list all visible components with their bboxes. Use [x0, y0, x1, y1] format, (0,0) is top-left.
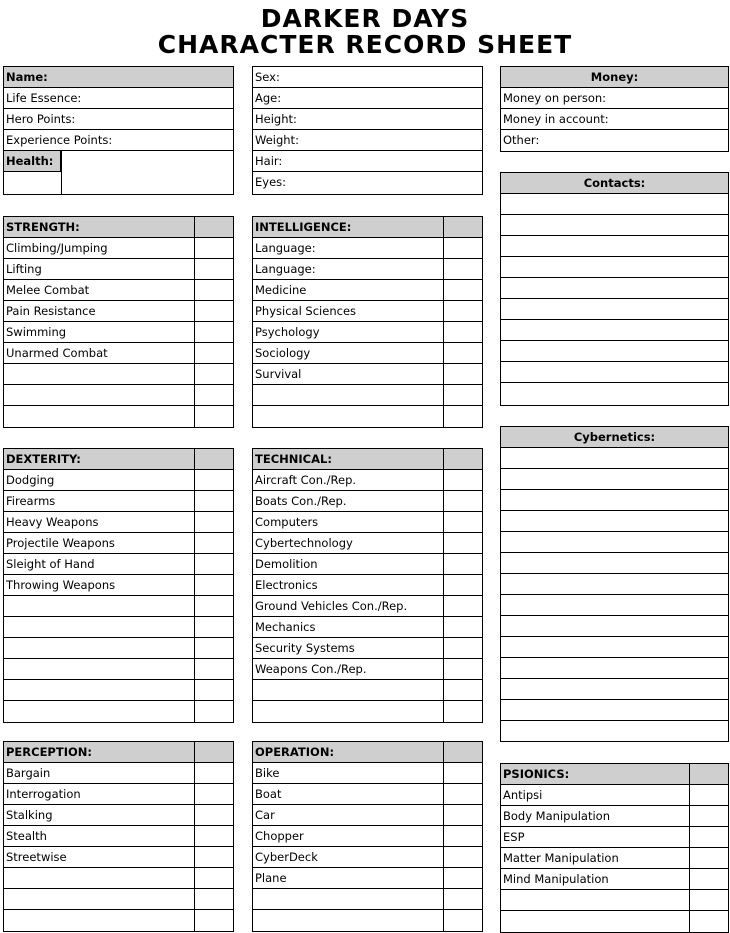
- operation-skill-label: Chopper: [255, 829, 304, 843]
- operation-skill-row[interactable]: [253, 784, 482, 805]
- dexterity-skill-row[interactable]: [4, 596, 233, 617]
- psionics-skill-row[interactable]: [501, 785, 728, 806]
- perception-skill-label: Stalking: [6, 808, 53, 822]
- money-on-person-field[interactable]: Money on person:: [501, 88, 728, 109]
- strength-skill-label: Swimming: [6, 325, 67, 339]
- operation-skill-label: Plane: [255, 871, 287, 885]
- technical-skill-label: Electronics: [255, 578, 318, 592]
- operation-value-divider: [443, 742, 444, 931]
- intelligence-value-divider: [443, 217, 444, 427]
- psionics-skill-row[interactable]: [501, 827, 728, 848]
- technical-skill-label: Cybertechnology: [255, 536, 353, 550]
- intelligence-skill-row[interactable]: [253, 238, 482, 259]
- psionics-skill-row[interactable]: [501, 848, 728, 869]
- perception-skill-row[interactable]: [4, 763, 233, 784]
- dexterity-skill-label: Firearms: [6, 494, 56, 508]
- psionics-skill-label: Antipsi: [503, 788, 543, 802]
- strength-skill-label: Pain Resistance: [6, 304, 96, 318]
- money-other-field[interactable]: Other:: [503, 133, 540, 147]
- hero-points-field[interactable]: Hero Points:: [4, 109, 233, 130]
- cybernetics-row[interactable]: [501, 511, 728, 532]
- technical-skill-row[interactable]: [253, 596, 482, 617]
- technical-skill-row[interactable]: [253, 617, 482, 638]
- intelligence-skill-row[interactable]: [253, 364, 482, 385]
- perception-header-value-cell: [195, 742, 233, 763]
- operation-skill-label: Boat: [255, 787, 282, 801]
- contacts-header: Contacts:: [501, 173, 728, 194]
- dexterity-skill-row[interactable]: [4, 554, 233, 575]
- perception-skill-label: Streetwise: [6, 850, 67, 864]
- dexterity-skill-label: Heavy Weapons: [6, 515, 99, 529]
- name-field[interactable]: Name:: [4, 67, 233, 88]
- hair-field[interactable]: Hair:: [253, 151, 482, 172]
- technical-skill-label: Weapons Con./Rep.: [255, 662, 367, 676]
- weight-field[interactable]: Weight:: [253, 130, 482, 151]
- cybernetics-header: Cybernetics:: [501, 427, 728, 448]
- contact-row[interactable]: [501, 362, 728, 383]
- money-in-account-field[interactable]: Money in account:: [501, 109, 728, 130]
- perception-skill-row[interactable]: [4, 847, 233, 868]
- cybernetics-row[interactable]: [501, 658, 728, 679]
- dexterity-value-divider: [194, 449, 195, 722]
- dexterity-skill-row[interactable]: [4, 491, 233, 512]
- height-field[interactable]: Height:: [253, 109, 482, 130]
- technical-skill-label: Mechanics: [255, 620, 316, 634]
- intelligence-skill-label: Physical Sciences: [255, 304, 357, 318]
- technical-skill-row[interactable]: [253, 533, 482, 554]
- technical-skill-label: Boats Con./Rep.: [255, 494, 347, 508]
- contact-row[interactable]: [501, 278, 728, 299]
- intelligence-skill-row[interactable]: [253, 343, 482, 364]
- sheet-title-line1: DARKER DAYS: [260, 4, 470, 33]
- intelligence-skill-label: Language:: [255, 241, 316, 255]
- operation-skill-row[interactable]: [253, 910, 482, 931]
- technical-skill-row[interactable]: [253, 638, 482, 659]
- technical-skill-row[interactable]: [253, 680, 482, 701]
- contact-row[interactable]: [501, 215, 728, 236]
- dexterity-skill-row[interactable]: [4, 659, 233, 680]
- money-box: [500, 66, 729, 152]
- psionics-table: [500, 763, 729, 933]
- psionics-skill-label: Mind Manipulation: [503, 872, 609, 886]
- cybernetics-box: [500, 426, 729, 742]
- contact-row[interactable]: [501, 194, 728, 215]
- psionics-skill-row[interactable]: [501, 911, 728, 932]
- technical-header: TECHNICAL:: [253, 449, 444, 470]
- psionics-header: PSIONICS:: [501, 764, 690, 785]
- perception-skill-label: Bargain: [6, 766, 51, 780]
- perception-skill-label: Stealth: [6, 829, 47, 843]
- strength-skill-row[interactable]: [4, 385, 233, 406]
- technical-skill-label: Security Systems: [255, 641, 355, 655]
- perception-skill-row[interactable]: [4, 889, 233, 910]
- dexterity-header: DEXTERITY:: [4, 449, 195, 470]
- identity-box: [3, 66, 234, 195]
- operation-skill-row[interactable]: [253, 847, 482, 868]
- contact-row[interactable]: [501, 383, 728, 404]
- health-field[interactable]: [62, 151, 233, 194]
- strength-skill-row[interactable]: [4, 406, 233, 427]
- dexterity-skill-row[interactable]: [4, 470, 233, 491]
- dexterity-table: [3, 448, 234, 723]
- dexterity-skill-row[interactable]: [4, 533, 233, 554]
- cybernetics-row[interactable]: [501, 448, 728, 469]
- perception-skill-row[interactable]: [4, 868, 233, 889]
- strength-skill-label: Lifting: [6, 262, 42, 276]
- intelligence-skill-label: Medicine: [255, 283, 307, 297]
- psionics-skill-label: Matter Manipulation: [503, 851, 619, 865]
- intelligence-skill-label: Language:: [255, 262, 316, 276]
- life-essence-field[interactable]: Life Essence:: [4, 88, 233, 109]
- perception-header: PERCEPTION:: [4, 742, 195, 763]
- dexterity-skill-label: Sleight of Hand: [6, 557, 95, 571]
- strength-skill-label: Melee Combat: [6, 283, 90, 297]
- perception-skill-row[interactable]: [4, 805, 233, 826]
- intelligence-table: [252, 216, 483, 428]
- strength-skill-label: Climbing/Jumping: [6, 241, 108, 255]
- dexterity-skill-label: Throwing Weapons: [6, 578, 116, 592]
- strength-skill-row[interactable]: [4, 322, 233, 343]
- dexterity-skill-label: Dodging: [6, 473, 55, 487]
- sex-field[interactable]: Sex:: [253, 67, 482, 88]
- age-field[interactable]: Age:: [253, 88, 482, 109]
- intelligence-skill-row[interactable]: [253, 385, 482, 406]
- dexterity-skill-label: Projectile Weapons: [6, 536, 115, 550]
- operation-skill-label: CyberDeck: [255, 850, 318, 864]
- psionics-skill-label: ESP: [503, 830, 525, 844]
- technical-skill-row[interactable]: [253, 554, 482, 575]
- operation-skill-row[interactable]: [253, 889, 482, 910]
- technical-skill-row[interactable]: [253, 575, 482, 596]
- contact-row[interactable]: [501, 341, 728, 362]
- health-label: Health:: [4, 151, 61, 172]
- intelligence-skill-row[interactable]: [253, 301, 482, 322]
- operation-skill-row[interactable]: [253, 868, 482, 889]
- strength-value-divider: [194, 217, 195, 427]
- technical-skill-label: Demolition: [255, 557, 318, 571]
- dexterity-skill-row[interactable]: [4, 512, 233, 533]
- cybernetics-row[interactable]: [501, 616, 728, 637]
- strength-skill-row[interactable]: [4, 280, 233, 301]
- strength-skill-row[interactable]: [4, 238, 233, 259]
- physical-box: [252, 66, 483, 195]
- perception-skill-row[interactable]: [4, 910, 233, 931]
- technical-skill-row[interactable]: [253, 470, 482, 491]
- cybernetics-row[interactable]: [501, 721, 728, 742]
- contact-row[interactable]: [501, 320, 728, 341]
- perception-skill-row[interactable]: [4, 826, 233, 847]
- technical-value-divider: [443, 449, 444, 722]
- cybernetics-row[interactable]: [501, 490, 728, 511]
- operation-header-value-cell: [444, 742, 482, 763]
- cybernetics-row[interactable]: [501, 553, 728, 574]
- psionics-value-divider: [689, 764, 690, 932]
- intelligence-skill-row[interactable]: [253, 322, 482, 343]
- perception-table: [3, 741, 234, 932]
- money-header: Money:: [501, 67, 728, 88]
- dexterity-skill-row[interactable]: [4, 617, 233, 638]
- experience-points-field[interactable]: Experience Points:: [4, 130, 233, 151]
- technical-skill-label: Aircraft Con./Rep.: [255, 473, 357, 487]
- operation-skill-row[interactable]: [253, 805, 482, 826]
- strength-skill-label: Unarmed Combat: [6, 346, 108, 360]
- operation-skill-label: Bike: [255, 766, 280, 780]
- intelligence-header-value-cell: [444, 217, 482, 238]
- cybernetics-row[interactable]: [501, 595, 728, 616]
- strength-header: STRENGTH:: [4, 217, 195, 238]
- cybernetics-row[interactable]: [501, 574, 728, 595]
- strength-table: [3, 216, 234, 428]
- strength-header-value-cell: [195, 217, 233, 238]
- cybernetics-row[interactable]: [501, 679, 728, 700]
- perception-skill-row[interactable]: [4, 784, 233, 805]
- contact-row[interactable]: [501, 236, 728, 257]
- psionics-skill-row[interactable]: [501, 806, 728, 827]
- cybernetics-row[interactable]: [501, 532, 728, 553]
- intelligence-skill-row[interactable]: [253, 280, 482, 301]
- perception-skill-label: Interrogation: [6, 787, 81, 801]
- operation-skill-row[interactable]: [253, 763, 482, 784]
- technical-skill-label: Computers: [255, 515, 319, 529]
- technical-skill-row[interactable]: [253, 701, 482, 722]
- psionics-header-value-cell: [690, 764, 728, 785]
- contacts-box: [500, 172, 729, 406]
- intelligence-header: INTELLIGENCE:: [253, 217, 444, 238]
- contact-row[interactable]: [501, 257, 728, 278]
- intelligence-skill-label: Sociology: [255, 346, 311, 360]
- eyes-field[interactable]: Eyes:: [255, 175, 287, 189]
- dexterity-skill-row[interactable]: [4, 575, 233, 596]
- cybernetics-row[interactable]: [501, 700, 728, 721]
- operation-skill-label: Car: [255, 808, 275, 822]
- operation-table: [252, 741, 483, 932]
- strength-skill-row[interactable]: [4, 343, 233, 364]
- technical-skill-row[interactable]: [253, 491, 482, 512]
- technical-table: [252, 448, 483, 723]
- strength-skill-row[interactable]: [4, 364, 233, 385]
- technical-skill-row[interactable]: [253, 659, 482, 680]
- psionics-skill-row[interactable]: [501, 869, 728, 890]
- dexterity-skill-row[interactable]: [4, 701, 233, 722]
- contact-row[interactable]: [501, 299, 728, 320]
- operation-header: OPERATION:: [253, 742, 444, 763]
- psionics-skill-row[interactable]: [501, 890, 728, 911]
- sheet-title-line2: CHARACTER RECORD SHEET: [157, 30, 573, 59]
- dexterity-skill-row[interactable]: [4, 638, 233, 659]
- perception-value-divider: [194, 742, 195, 931]
- dexterity-header-value-cell: [195, 449, 233, 470]
- strength-skill-row[interactable]: [4, 301, 233, 322]
- technical-header-value-cell: [444, 449, 482, 470]
- operation-skill-row[interactable]: [253, 826, 482, 847]
- technical-skill-label: Ground Vehicles Con./Rep.: [255, 599, 408, 613]
- intelligence-skill-row[interactable]: [253, 406, 482, 427]
- cybernetics-row[interactable]: [501, 637, 728, 658]
- dexterity-skill-row[interactable]: [4, 680, 233, 701]
- strength-skill-row[interactable]: [4, 259, 233, 280]
- intelligence-skill-label: Psychology: [255, 325, 320, 339]
- intelligence-skill-label: Survival: [255, 367, 302, 381]
- intelligence-skill-row[interactable]: [253, 259, 482, 280]
- cybernetics-row[interactable]: [501, 469, 728, 490]
- psionics-skill-label: Body Manipulation: [503, 809, 610, 823]
- technical-skill-row[interactable]: [253, 512, 482, 533]
